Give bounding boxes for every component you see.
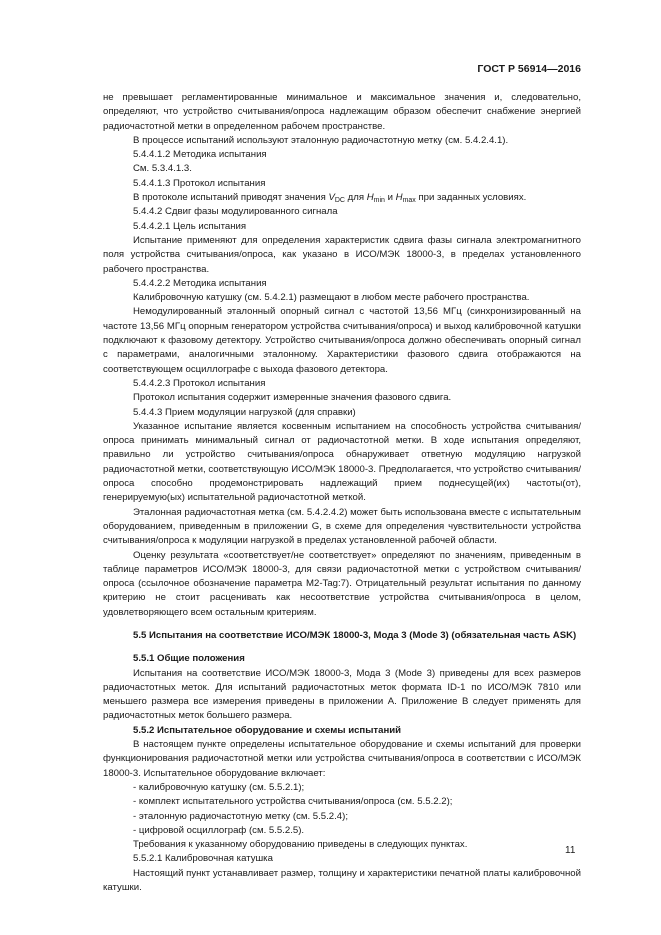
subsection-heading: 5.4.4.2.1 Цель испытания [133, 220, 247, 232]
symbol-v: V [328, 192, 335, 204]
paragraph: Немодулированный эталонный опорный сигнал с частотой 13,56 МГц (синхронизированный на частоте 13,56 МГц опорным генератором устройства считывания/опроса) и выход калибровочной катушки подключают к фазовому детектору. Устройство считывания/опроса должно обеспечивать опорный сигнал с параметрами, аналогичными эталонному. Характеристики фазового сдвига отображаются на соответствующем осциллографе с выхода фазового детектора. [103, 306, 581, 375]
symbol-h-min: H [366, 192, 374, 204]
document-body [103, 91, 581, 895]
paragraph: не превышает регламентированные минимальное и максимальное значения и, следовательно, определяют, что устройство считывания/опроса надлежащим образом обеспечит снабжение энергией радиочастотной метки в определенном рабочем пространстве. [103, 92, 581, 132]
formula-text-post: при заданных условиях. [415, 192, 527, 204]
paragraph: Испытания на соответствие ИСО/МЭК 18000-3, Мода 3 (Mode 3) приведены для всех размеров радиочастотных меток. Для испытаний радиочастотных меток формата ID-1 по ИСО/МЭК 7810 или меньшего размера все измерения приведены в приложении А. Приложение В следует применять для радиочастотных меток большего размера. [103, 667, 581, 722]
paragraph: В настоящем пункте определены испытательное оборудование и схемы испытаний для проверки функционирования радиочастотной метки или устройства считывания/опроса в соответствии с ИСО/МЭК 18000-3. Испытательное оборудование включает: [103, 739, 581, 779]
subsection-heading: 5.4.4.1.2 Методика испытания [133, 149, 267, 161]
section-heading: 5.5.1 Общие положения [133, 653, 245, 665]
formula-paragraph [103, 191, 581, 205]
formula-text-pre: В протоколе испытаний приводят значения [133, 192, 329, 204]
subsection-heading: 5.4.4.1.3 Протокол испытания [133, 177, 266, 189]
paragraph: Испытание применяют для определения характеристик сдвига фазы сигнала электромагнитного поля устройства считывания/опроса, как указано в ИСО/МЭК 18000-3, в пределах установленного рабочего пространства. [103, 234, 581, 275]
paragraph: Требования к указанному оборудованию приведены в следующих пунктах. [133, 839, 468, 851]
paragraph: В процессе испытаний используют эталонную радиочастотную метку (см. 5.4.2.4.1). [133, 134, 509, 146]
formula-text-mid1: для [344, 192, 367, 204]
subscript-min: min [373, 197, 385, 205]
subsection-heading: 5.4.4.2.2 Методика испытания [133, 277, 267, 289]
subsection-heading: 5.5.2.1 Калибровочная катушка [133, 853, 273, 865]
paragraph: Указанное испытание является косвенным испытанием на способность устройства считывания/опроса принимать минимальный сигнал от радиочастотной метки. В ходе испытания определяют, правильно ли устройство считывания/опроса обнаруживает ответную модуляцию нагрузкой радиочастотной метки, соответствующую ИСО/МЭК 18000-3. Предполагается, что устройство считывания/опроса способно продемонстрировать надлежащий прием поднесущей(их) частоты(от), генерируемую(ых) испытательной радиочастотной меткой. [103, 420, 581, 504]
section-heading: 5.5.2 Испытательное оборудование и схемы испытаний [133, 724, 402, 736]
page-number: 11 [565, 845, 576, 856]
list-item: - комплект испытательного устройства считывания/опроса (см. 5.5.2.2); [133, 796, 453, 808]
subsection-heading: 5.4.4.2 Сдвиг фазы модулированного сигнала [133, 206, 338, 218]
paragraph: Протокол испытания содержит измеренные значения фазового сдвига. [133, 392, 452, 404]
paragraph: Эталонная радиочастотная метка (см. 5.4.2.4.2) может быть использована вместе с испытательным оборудованием, приведенным в приложении G, в схеме для определения чувствительности устройства считывания/опроса к модуляции нагрузкой в пределах установленной рабочей области. [103, 506, 581, 547]
list-item: - калибровочную катушку (см. 5.5.2.1); [133, 781, 305, 793]
list-item: - цифровой осциллограф (см. 5.5.2.5). [133, 824, 305, 836]
subsection-heading: 5.4.4.2.3 Протокол испытания [133, 377, 266, 389]
standard-header: ГОСТ Р 56914—2016 [477, 63, 581, 75]
subscript-max: max [402, 197, 416, 205]
paragraph: Оценку результата «соответствует/не соответствует» определяют по значениям, приведенным в таблице параметров ИСО/МЭК 18000-3, для связи радиочастотной метки с устройством считывания/опроса (ссылочное обозначение параметра M2-Tag:7). Отрицательный результат испытания по данному критерию не стоит расценивать как несоответствие устройства считывания/опроса в целом, удовлетворяющего всем остальным критериям. [103, 549, 581, 618]
subscript-dc: DC [334, 197, 345, 205]
paragraph: Калибровочную катушку (см. 5.4.2.1) размещают в любом месте рабочего пространства. [133, 292, 530, 304]
paragraph: См. 5.3.4.1.3. [133, 163, 192, 175]
formula-text-mid2: и [384, 192, 396, 204]
paragraph: Настоящий пункт устанавливает размер, толщину и характеристики печатной платы калибровочной катушки. [103, 867, 581, 894]
section-heading: 5.5 Испытания на соответствие ИСО/МЭК 18000-3, Мода 3 (Mode 3) (обязательная часть ASK) [133, 629, 577, 641]
list-item: - эталонную радиочастотную метку (см. 5.5.2.4); [133, 810, 348, 822]
symbol-h-max: H [395, 192, 403, 204]
subsection-heading: 5.4.4.3 Прием модуляции нагрузкой (для справки) [133, 406, 356, 418]
